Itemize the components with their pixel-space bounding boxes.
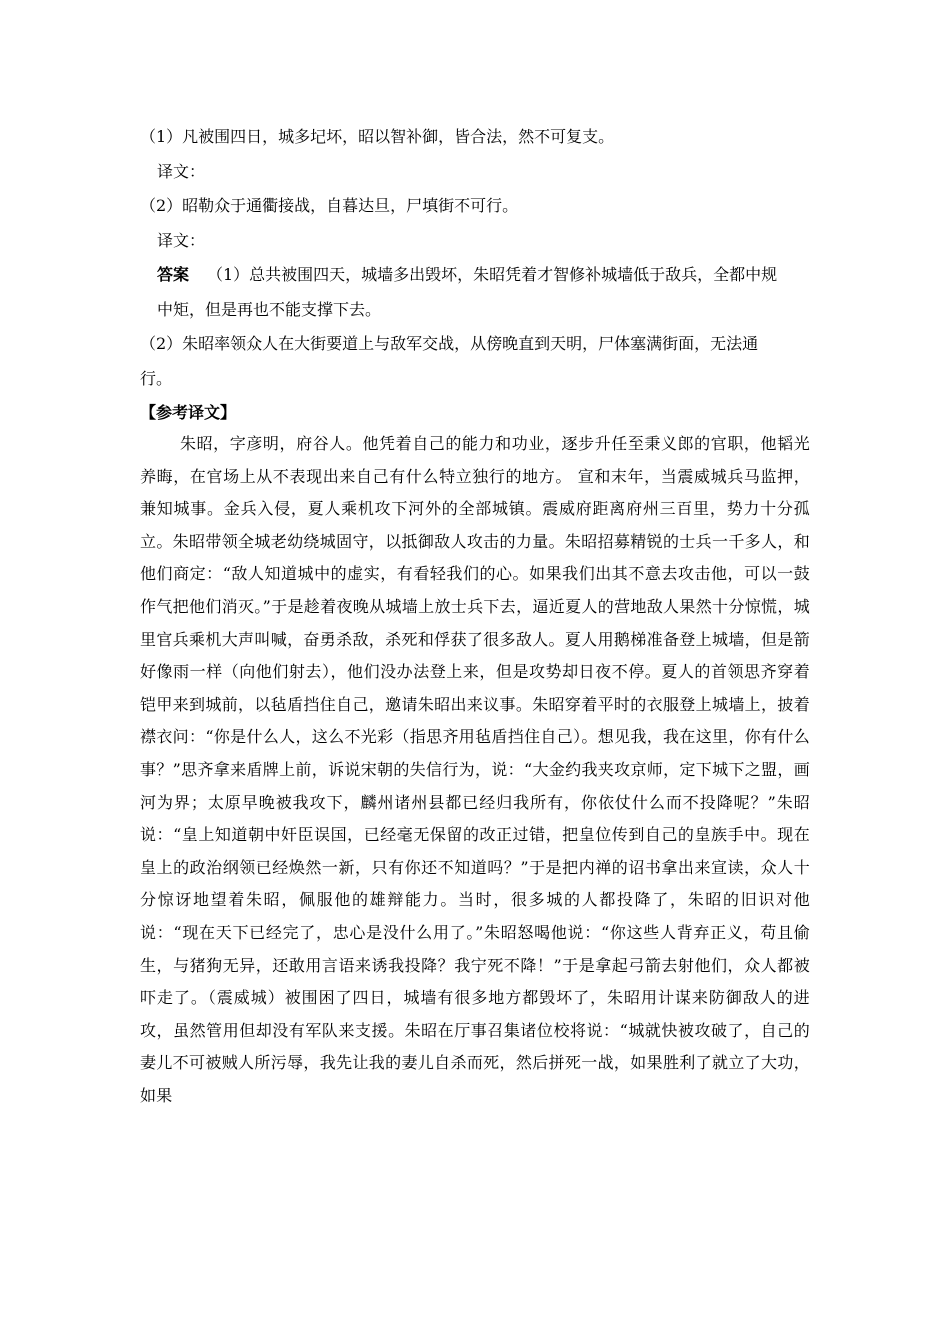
question-2: （2）昭勒众于通衢接战，自暮达旦，尸填街不可行。: [140, 196, 519, 215]
answer-label: 答案: [157, 265, 190, 284]
reference-translation-heading: 【参考译文】: [140, 403, 237, 422]
question-1-translation-label: 译文：: [157, 162, 206, 181]
question-2-translation-label: 译文：: [157, 231, 206, 250]
answer-2-line-2: 行。: [140, 369, 173, 388]
reference-translation-body: 朱昭，字彦明，府谷人。他凭着自己的能力和功业，逐步升任至秉义郎的官职，他韬光养晦，在官场上从不表现出来自己有什么特立独行的地方。 宣和末年，当震威城兵马监押，兼知城事。金兵入侵，夏人乘机攻下河外的全部城镇。震威府距离府州三百里，势力十分孤立。朱昭带领全城老幼绕城固守，以抵御敌人攻击的力量。朱昭招募精锐的士兵一千多人，和他们商定：“敌人知道城中的虚实，有看轻我们的心。如果我们出其不意去攻击他，可以一鼓作气把他们消灭。”于是趁着夜晚从城墙上放士兵下去，逼近夏人的营地敌人果然十分惊慌，城里官兵乘机大声叫喊，奋勇杀敌，杀死和俘获了很多敌人。夏人用鹅梯准备登上城墙，但是箭好像雨一样（向他们射去），他们没办法登上来，但是攻势却日夜不停。夏人的首领思齐穿着铠甲来到城前，以毡盾挡住自己，邀请朱昭出来议事。朱昭穿着平时的衣服登上城墙上，披着襟衣问：“你是什么人，这么不光彩（指思齐用毡盾挡住自己）。想见我，我在这里，你有什么事？”思齐拿来盾牌上前，诉说宋朝的失信行为，说：“大金约我夹攻京师，定下城下之盟，画河为界；太原早晚被我攻下，麟州诸州县都已经归我所有，你依仗什么而不投降呢？”朱昭说：“皇上知道朝中奸臣误国，已经毫无保留的改正过错，把皇位传到自己的皇族手中。现在皇上的政治纲领已经焕然一新，只有你还不知道吗？”于是把内禅的诏书拿出来宣读，众人十分惊讶地望着朱昭，佩服他的雄辩能力。当时，很多城的人都投降了，朱昭的旧识对他说：“现在天下已经完了，忠心是没什么用了。”朱昭怒喝他说：“你这些人背弃正义，苟且偷生，与猪狗无异，还敢用言语来诱我投降？我宁死不降！”于是拿起弓箭去射他们，众人都被吓走了。（震威城）被围困了四日，城墙有很多地方都毁坏了，朱昭用计谋来防御敌人的进攻，虽然管用但却没有军队来支援。朱昭在厅事召集诸位校将说：“城就快被攻破了，自己的妻儿不可被贼人所污辱，我先让我的妻儿自杀而死，然后拼死一战，如果胜利了就立了大功，如果: [140, 434, 810, 1105]
question-1: （1）凡被围四日，城多圮坏，昭以智补御，皆合法，然不可复支。: [140, 127, 615, 146]
answer-1-line-2: 中矩，但是再也不能支撑下去。: [157, 300, 382, 319]
answer-1-line-1: （1）总共被围四天，城墙多出毁坏，朱昭凭着才智修补城墙低于敌兵，全都中规: [207, 265, 778, 284]
answer-2-line-1: （2）朱昭率领众人在大街要道上与敌军交战，从傍晚直到天明，尸体塞满街面，无法通: [140, 334, 759, 353]
